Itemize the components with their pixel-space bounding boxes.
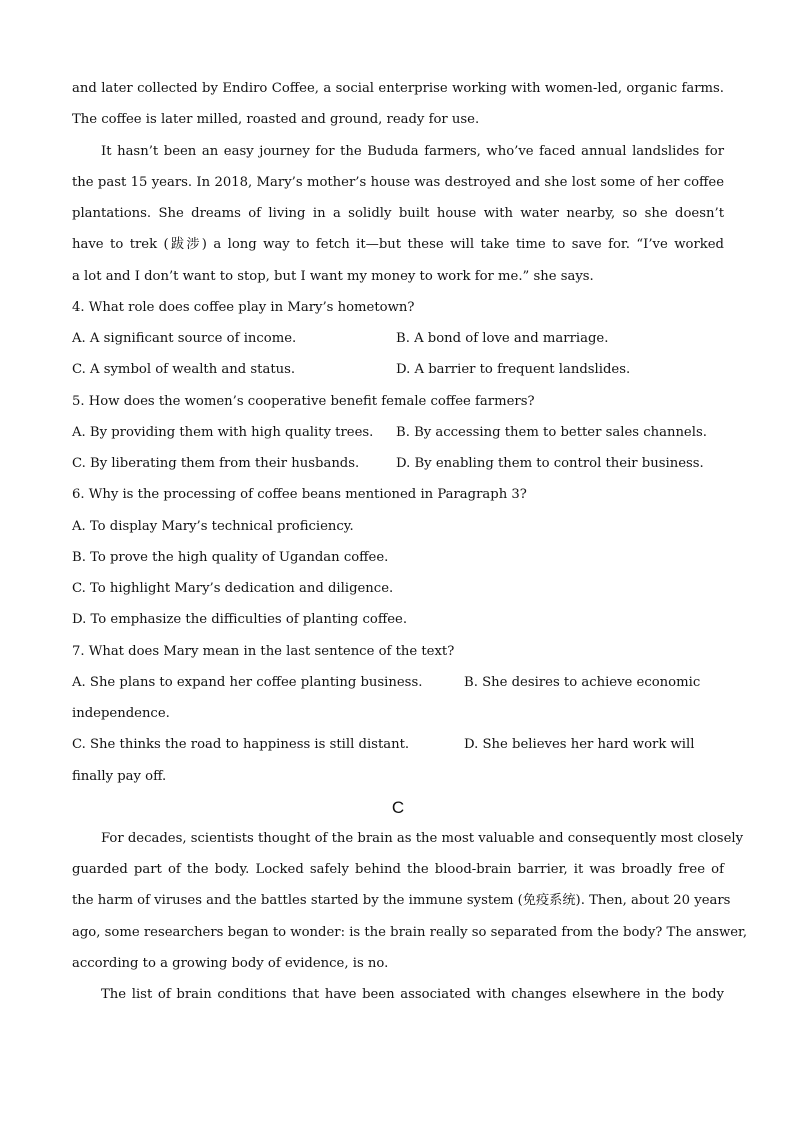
question-4-option-d: D. A barrier to frequent landslides.: [396, 362, 631, 377]
question-5-option-b: B. By accessing them to better sales channels.: [396, 425, 707, 440]
question-5-option-c: C. By liberating them from their husbands.: [72, 456, 360, 471]
question-4-stem: 4. What role does coffee play in Mary’s hometown?: [72, 300, 415, 315]
passage-b-line-5: plantations. She dreams of living in a solidly built house with water nearby, so she doesn’t: [72, 206, 724, 221]
passage-b-line-3: It hasn’t been an easy journey for the Bududa farmers, who’ve faced annual landslides for: [101, 144, 724, 159]
question-4-option-b: B. A bond of love and marriage.: [396, 331, 609, 346]
passage-c-line-1: For decades, scientists thought of the brain as the most valuable and consequently most closely: [101, 831, 744, 846]
question-6-option-d: D. To emphasize the difficulties of planting coffee.: [72, 612, 408, 627]
passage-c-line-5: according to a growing body of evidence, is no.: [72, 956, 389, 971]
question-4-option-a: A. A significant source of income.: [72, 331, 297, 346]
passage-b-line-7: a lot and I don’t want to stop, but I want my money to work for me.” she says.: [72, 269, 594, 284]
question-5-option-d: D. By enabling them to control their business.: [396, 456, 704, 471]
section-heading-c: C: [391, 798, 405, 817]
question-6-stem: 6. Why is the processing of coffee beans mentioned in Paragraph 3?: [72, 487, 527, 502]
question-7-option-b-continued: independence.: [72, 706, 170, 721]
passage-b-line-6: have to trek (跋涉) a long way to fetch it—but these will take time to save for. “I’ve worked: [72, 237, 724, 252]
question-4-option-c: C. A symbol of wealth and status.: [72, 362, 296, 377]
question-7-option-d-continued: finally pay off.: [72, 769, 167, 784]
passage-b-line-1: and later collected by Endiro Coffee, a social enterprise working with women-led, organic farms.: [72, 81, 724, 96]
question-6-option-b: B. To prove the high quality of Ugandan coffee.: [72, 550, 389, 565]
passage-c-line-2: guarded part of the body. Locked safely behind the blood-brain barrier, it was broadly free of: [72, 862, 724, 877]
question-5-option-a: A. By providing them with high quality trees.: [72, 425, 374, 440]
passage-b-line-4: the past 15 years. In 2018, Mary’s mother’s house was destroyed and she lost some of her coffee: [72, 175, 724, 190]
question-5-stem: 5. How does the women’s cooperative benefit female coffee farmers?: [72, 394, 535, 409]
passage-c-line-3: the harm of viruses and the battles started by the immune system (免疫系统). Then, about 20 years: [72, 893, 731, 908]
question-7-option-b: B. She desires to achieve economic: [464, 675, 701, 690]
question-7-option-c: C. She thinks the road to happiness is still distant.: [72, 737, 410, 752]
question-7-option-a: A. She plans to expand her coffee planting business.: [72, 675, 423, 690]
question-6-option-c: C. To highlight Mary’s dedication and diligence.: [72, 581, 394, 596]
question-7-stem: 7. What does Mary mean in the last sentence of the text?: [72, 644, 455, 659]
question-6-option-a: A. To display Mary’s technical proficiency.: [72, 519, 354, 534]
passage-b-line-2: The coffee is later milled, roasted and ground, ready for use.: [72, 112, 480, 127]
question-7-option-d: D. She believes her hard work will: [464, 737, 695, 752]
passage-c-line-4: ago, some researchers began to wonder: is the brain really so separated from the body? The answer,: [72, 925, 748, 940]
passage-c-line-6: The list of brain conditions that have been associated with changes elsewhere in the body: [101, 987, 724, 1002]
